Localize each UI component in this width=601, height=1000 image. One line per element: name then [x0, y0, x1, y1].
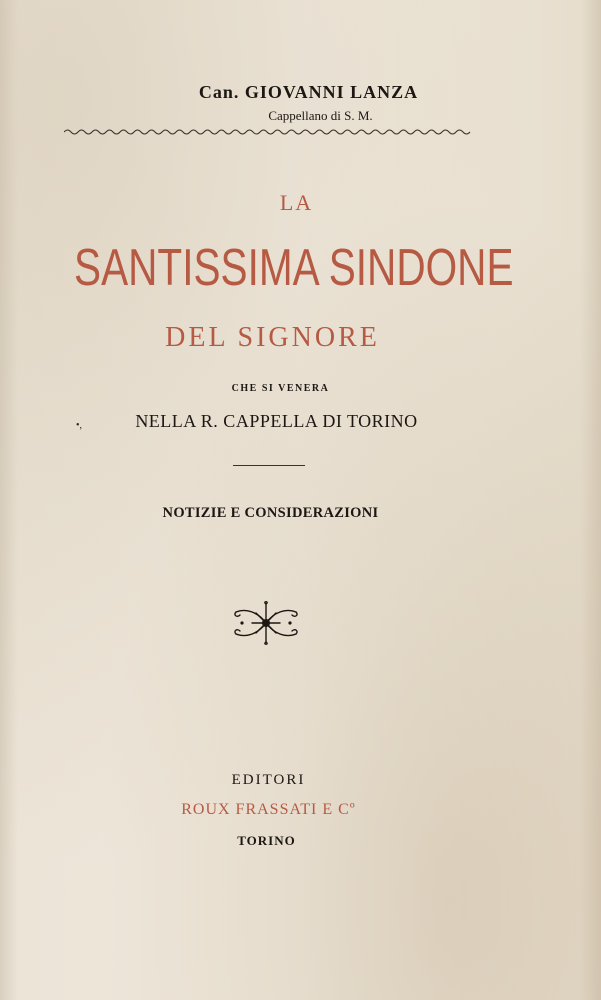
subtitle-small: CHE SI VENERA [231, 383, 330, 394]
publisher-name: ROUX FRASSATI E Cº [181, 801, 356, 818]
notes-heading: NOTIZIE E CONSIDERAZIONI [162, 505, 379, 521]
wavy-rule-ornament [64, 127, 474, 137]
author-name: Can. GIOVANNI LANZA [198, 82, 419, 102]
title-subtitle: DEL SIGNORE [165, 322, 380, 353]
subtitle-location: NELLA R. CAPPELLA DI TORINO [135, 411, 418, 431]
publisher-city: TORINO [237, 833, 296, 848]
floral-ornament-icon [232, 598, 300, 648]
title-main: SANTISSIMA SINDONE [74, 239, 514, 297]
title-article: LA [279, 190, 314, 215]
publisher-label: EDITORI [231, 772, 306, 788]
author-role: Cappellano di S. M. [268, 108, 373, 123]
divider-rule [233, 465, 305, 466]
stray-ink-mark: •, [76, 420, 83, 431]
